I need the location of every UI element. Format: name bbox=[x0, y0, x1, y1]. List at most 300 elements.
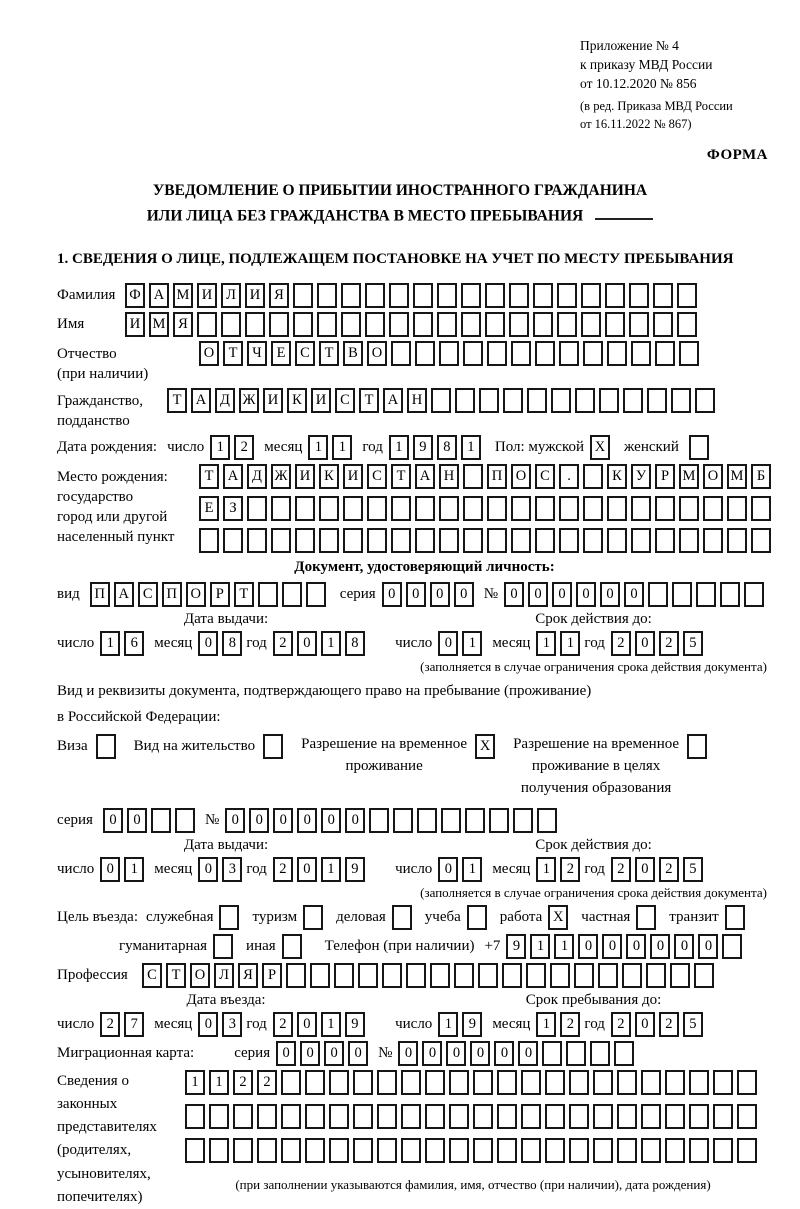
char-box[interactable]: Ч bbox=[247, 341, 267, 366]
char-box[interactable]: 2 bbox=[659, 1012, 679, 1037]
char-box[interactable]: X bbox=[475, 734, 495, 759]
char-box[interactable] bbox=[703, 528, 723, 553]
char-box[interactable] bbox=[487, 496, 507, 521]
char-box[interactable] bbox=[392, 905, 412, 930]
char-box[interactable]: 1 bbox=[321, 1012, 341, 1037]
char-box[interactable]: 2 bbox=[100, 1012, 120, 1037]
char-box[interactable]: О bbox=[511, 464, 531, 489]
char-box[interactable]: Я bbox=[269, 283, 289, 308]
char-box[interactable] bbox=[655, 528, 675, 553]
char-box[interactable] bbox=[413, 283, 433, 308]
char-box[interactable] bbox=[713, 1104, 733, 1129]
char-box[interactable] bbox=[305, 1138, 325, 1163]
char-box[interactable] bbox=[367, 496, 387, 521]
char-box[interactable]: 9 bbox=[345, 1012, 365, 1037]
char-box[interactable]: Ж bbox=[271, 464, 291, 489]
char-box[interactable] bbox=[497, 1138, 517, 1163]
char-box[interactable]: 2 bbox=[659, 857, 679, 882]
char-box[interactable] bbox=[197, 312, 217, 337]
char-box[interactable] bbox=[727, 496, 747, 521]
char-box[interactable] bbox=[271, 496, 291, 521]
char-box[interactable]: 0 bbox=[635, 1012, 655, 1037]
char-box[interactable] bbox=[713, 1070, 733, 1095]
char-box[interactable]: А bbox=[223, 464, 243, 489]
char-box[interactable] bbox=[557, 312, 577, 337]
char-box[interactable] bbox=[559, 341, 579, 366]
char-box[interactable] bbox=[593, 1104, 613, 1129]
char-box[interactable]: 1 bbox=[100, 631, 120, 656]
char-box[interactable] bbox=[631, 341, 651, 366]
char-box[interactable] bbox=[487, 341, 507, 366]
char-box[interactable] bbox=[631, 496, 651, 521]
char-box[interactable]: С bbox=[138, 582, 158, 607]
char-box[interactable]: 2 bbox=[273, 1012, 293, 1037]
char-box[interactable]: И bbox=[295, 464, 315, 489]
char-box[interactable] bbox=[413, 312, 433, 337]
char-box[interactable] bbox=[545, 1104, 565, 1129]
char-box[interactable] bbox=[485, 312, 505, 337]
char-box[interactable]: 0 bbox=[430, 582, 450, 607]
char-box[interactable] bbox=[463, 528, 483, 553]
char-box[interactable] bbox=[599, 388, 619, 413]
char-box[interactable] bbox=[221, 312, 241, 337]
char-box[interactable]: О bbox=[703, 464, 723, 489]
char-box[interactable] bbox=[293, 312, 313, 337]
char-box[interactable] bbox=[559, 496, 579, 521]
char-box[interactable] bbox=[343, 528, 363, 553]
char-box[interactable]: Н bbox=[439, 464, 459, 489]
char-box[interactable]: 0 bbox=[438, 857, 458, 882]
char-box[interactable] bbox=[672, 582, 692, 607]
char-box[interactable] bbox=[590, 1041, 610, 1066]
char-box[interactable] bbox=[545, 1138, 565, 1163]
char-box[interactable] bbox=[245, 312, 265, 337]
char-box[interactable]: 8 bbox=[345, 631, 365, 656]
char-box[interactable]: 6 bbox=[124, 631, 144, 656]
char-box[interactable]: 0 bbox=[650, 934, 670, 959]
char-box[interactable]: 2 bbox=[611, 1012, 631, 1037]
char-box[interactable]: 1 bbox=[185, 1070, 205, 1095]
char-box[interactable]: Н bbox=[407, 388, 427, 413]
char-box[interactable] bbox=[463, 464, 483, 489]
char-box[interactable]: Я bbox=[238, 963, 258, 988]
char-box[interactable]: 1 bbox=[389, 435, 409, 460]
char-box[interactable] bbox=[614, 1041, 634, 1066]
char-box[interactable]: О bbox=[190, 963, 210, 988]
char-box[interactable] bbox=[583, 496, 603, 521]
char-box[interactable] bbox=[377, 1104, 397, 1129]
char-box[interactable] bbox=[463, 341, 483, 366]
char-box[interactable]: А bbox=[383, 388, 403, 413]
char-box[interactable] bbox=[473, 1138, 493, 1163]
char-box[interactable]: М bbox=[173, 283, 193, 308]
char-box[interactable] bbox=[247, 528, 267, 553]
char-box[interactable] bbox=[641, 1104, 661, 1129]
char-box[interactable]: 0 bbox=[528, 582, 548, 607]
char-box[interactable] bbox=[263, 734, 283, 759]
char-box[interactable]: 0 bbox=[348, 1041, 368, 1066]
char-box[interactable] bbox=[566, 1041, 586, 1066]
char-box[interactable] bbox=[535, 341, 555, 366]
char-box[interactable]: 0 bbox=[422, 1041, 442, 1066]
char-box[interactable] bbox=[463, 496, 483, 521]
char-box[interactable] bbox=[665, 1070, 685, 1095]
char-box[interactable] bbox=[655, 341, 675, 366]
char-box[interactable] bbox=[454, 963, 474, 988]
char-box[interactable]: 0 bbox=[600, 582, 620, 607]
char-box[interactable]: 2 bbox=[233, 1070, 253, 1095]
char-box[interactable]: Я bbox=[173, 312, 193, 337]
char-box[interactable] bbox=[281, 1070, 301, 1095]
char-box[interactable] bbox=[455, 388, 475, 413]
char-box[interactable]: 1 bbox=[321, 631, 341, 656]
char-box[interactable]: Т bbox=[234, 582, 254, 607]
char-box[interactable]: 1 bbox=[536, 1012, 556, 1037]
char-box[interactable]: С bbox=[142, 963, 162, 988]
char-box[interactable] bbox=[233, 1104, 253, 1129]
char-box[interactable]: З bbox=[223, 496, 243, 521]
char-box[interactable]: 2 bbox=[257, 1070, 277, 1095]
char-box[interactable] bbox=[219, 905, 239, 930]
char-box[interactable] bbox=[535, 496, 555, 521]
char-box[interactable]: 0 bbox=[454, 582, 474, 607]
char-box[interactable] bbox=[369, 808, 389, 833]
char-box[interactable]: 0 bbox=[345, 808, 365, 833]
char-box[interactable] bbox=[629, 283, 649, 308]
char-box[interactable] bbox=[391, 496, 411, 521]
char-box[interactable] bbox=[542, 1041, 562, 1066]
char-box[interactable] bbox=[295, 496, 315, 521]
char-box[interactable]: В bbox=[343, 341, 363, 366]
char-box[interactable]: 0 bbox=[273, 808, 293, 833]
char-box[interactable]: Т bbox=[223, 341, 243, 366]
char-box[interactable] bbox=[689, 1138, 709, 1163]
char-box[interactable]: 1 bbox=[536, 857, 556, 882]
char-box[interactable] bbox=[689, 1104, 709, 1129]
char-box[interactable] bbox=[353, 1104, 373, 1129]
char-box[interactable]: 1 bbox=[210, 435, 230, 460]
char-box[interactable]: 0 bbox=[674, 934, 694, 959]
char-box[interactable] bbox=[389, 312, 409, 337]
char-box[interactable] bbox=[631, 528, 651, 553]
char-box[interactable] bbox=[511, 341, 531, 366]
char-box[interactable] bbox=[670, 963, 690, 988]
char-box[interactable] bbox=[425, 1138, 445, 1163]
char-box[interactable] bbox=[401, 1138, 421, 1163]
char-box[interactable] bbox=[605, 283, 625, 308]
char-box[interactable] bbox=[695, 388, 715, 413]
char-box[interactable] bbox=[461, 283, 481, 308]
char-box[interactable] bbox=[583, 528, 603, 553]
char-box[interactable] bbox=[449, 1138, 469, 1163]
char-box[interactable] bbox=[317, 312, 337, 337]
char-box[interactable] bbox=[679, 496, 699, 521]
char-box[interactable]: Е bbox=[199, 496, 219, 521]
char-box[interactable]: К bbox=[287, 388, 307, 413]
char-box[interactable] bbox=[641, 1070, 661, 1095]
char-box[interactable] bbox=[377, 1070, 397, 1095]
char-box[interactable] bbox=[607, 341, 627, 366]
char-box[interactable]: А bbox=[415, 464, 435, 489]
char-box[interactable] bbox=[533, 312, 553, 337]
char-box[interactable]: Р bbox=[655, 464, 675, 489]
char-box[interactable]: 9 bbox=[506, 934, 526, 959]
char-box[interactable] bbox=[687, 734, 707, 759]
char-box[interactable]: 1 bbox=[536, 631, 556, 656]
char-box[interactable]: К bbox=[607, 464, 627, 489]
char-box[interactable] bbox=[646, 963, 666, 988]
char-box[interactable] bbox=[341, 283, 361, 308]
char-box[interactable] bbox=[559, 528, 579, 553]
char-box[interactable] bbox=[358, 963, 378, 988]
char-box[interactable] bbox=[199, 528, 219, 553]
char-box[interactable] bbox=[367, 528, 387, 553]
char-box[interactable] bbox=[665, 1138, 685, 1163]
char-box[interactable] bbox=[437, 283, 457, 308]
char-box[interactable] bbox=[257, 1138, 277, 1163]
char-box[interactable]: 0 bbox=[578, 934, 598, 959]
char-box[interactable]: 3 bbox=[222, 1012, 242, 1037]
char-box[interactable] bbox=[96, 734, 116, 759]
char-box[interactable]: 5 bbox=[683, 857, 703, 882]
char-box[interactable] bbox=[393, 808, 413, 833]
char-box[interactable]: 2 bbox=[273, 857, 293, 882]
char-box[interactable] bbox=[353, 1138, 373, 1163]
char-box[interactable]: Ф bbox=[125, 283, 145, 308]
char-box[interactable] bbox=[569, 1070, 589, 1095]
char-box[interactable] bbox=[233, 1138, 253, 1163]
char-box[interactable] bbox=[406, 963, 426, 988]
char-box[interactable]: У bbox=[631, 464, 651, 489]
char-box[interactable]: 2 bbox=[659, 631, 679, 656]
char-box[interactable]: 8 bbox=[222, 631, 242, 656]
char-box[interactable]: 0 bbox=[635, 857, 655, 882]
char-box[interactable] bbox=[696, 582, 716, 607]
char-box[interactable] bbox=[509, 283, 529, 308]
char-box[interactable]: 0 bbox=[297, 1012, 317, 1037]
char-box[interactable] bbox=[636, 905, 656, 930]
char-box[interactable] bbox=[329, 1138, 349, 1163]
char-box[interactable]: 0 bbox=[382, 582, 402, 607]
char-box[interactable]: Л bbox=[221, 283, 241, 308]
char-box[interactable] bbox=[623, 388, 643, 413]
char-box[interactable] bbox=[511, 496, 531, 521]
char-box[interactable]: С bbox=[295, 341, 315, 366]
char-box[interactable]: 9 bbox=[413, 435, 433, 460]
char-box[interactable] bbox=[583, 341, 603, 366]
char-box[interactable] bbox=[271, 528, 291, 553]
char-box[interactable] bbox=[521, 1138, 541, 1163]
char-box[interactable] bbox=[653, 283, 673, 308]
char-box[interactable] bbox=[439, 341, 459, 366]
char-box[interactable] bbox=[329, 1104, 349, 1129]
char-box[interactable] bbox=[533, 283, 553, 308]
char-box[interactable]: Ж bbox=[239, 388, 259, 413]
char-box[interactable]: П bbox=[90, 582, 110, 607]
char-box[interactable] bbox=[247, 496, 267, 521]
char-box[interactable] bbox=[575, 388, 595, 413]
char-box[interactable]: 0 bbox=[602, 934, 622, 959]
char-box[interactable]: 0 bbox=[276, 1041, 296, 1066]
char-box[interactable] bbox=[282, 582, 302, 607]
char-box[interactable]: Р bbox=[210, 582, 230, 607]
char-box[interactable] bbox=[605, 312, 625, 337]
char-box[interactable]: 0 bbox=[198, 857, 218, 882]
char-box[interactable]: 0 bbox=[576, 582, 596, 607]
char-box[interactable] bbox=[503, 388, 523, 413]
char-box[interactable]: 0 bbox=[127, 808, 147, 833]
char-box[interactable] bbox=[329, 1070, 349, 1095]
char-box[interactable]: Т bbox=[391, 464, 411, 489]
char-box[interactable]: 0 bbox=[100, 857, 120, 882]
char-box[interactable] bbox=[557, 283, 577, 308]
char-box[interactable] bbox=[751, 528, 771, 553]
char-box[interactable] bbox=[527, 388, 547, 413]
char-box[interactable]: 1 bbox=[124, 857, 144, 882]
char-box[interactable] bbox=[694, 963, 714, 988]
char-box[interactable]: Р bbox=[262, 963, 282, 988]
char-box[interactable]: 0 bbox=[225, 808, 245, 833]
char-box[interactable]: И bbox=[263, 388, 283, 413]
char-box[interactable] bbox=[353, 1070, 373, 1095]
char-box[interactable] bbox=[751, 496, 771, 521]
char-box[interactable] bbox=[365, 283, 385, 308]
char-box[interactable] bbox=[489, 808, 509, 833]
char-box[interactable]: К bbox=[319, 464, 339, 489]
char-box[interactable] bbox=[209, 1138, 229, 1163]
char-box[interactable] bbox=[526, 963, 546, 988]
char-box[interactable]: А bbox=[191, 388, 211, 413]
char-box[interactable]: О bbox=[199, 341, 219, 366]
char-box[interactable] bbox=[509, 312, 529, 337]
char-box[interactable] bbox=[679, 341, 699, 366]
char-box[interactable]: Б bbox=[751, 464, 771, 489]
char-box[interactable]: . bbox=[559, 464, 579, 489]
char-box[interactable] bbox=[175, 808, 195, 833]
char-box[interactable] bbox=[593, 1070, 613, 1095]
char-box[interactable] bbox=[473, 1104, 493, 1129]
char-box[interactable] bbox=[569, 1138, 589, 1163]
char-box[interactable]: И bbox=[197, 283, 217, 308]
char-box[interactable] bbox=[209, 1104, 229, 1129]
char-box[interactable] bbox=[511, 528, 531, 553]
char-box[interactable]: X bbox=[548, 905, 568, 930]
char-box[interactable] bbox=[310, 963, 330, 988]
char-box[interactable]: 0 bbox=[698, 934, 718, 959]
char-box[interactable] bbox=[305, 1070, 325, 1095]
char-box[interactable]: 1 bbox=[438, 1012, 458, 1037]
char-box[interactable]: И bbox=[311, 388, 331, 413]
char-box[interactable]: Е bbox=[271, 341, 291, 366]
char-box[interactable] bbox=[465, 808, 485, 833]
char-box[interactable] bbox=[513, 808, 533, 833]
char-box[interactable] bbox=[473, 1070, 493, 1095]
char-box[interactable] bbox=[286, 963, 306, 988]
char-box[interactable]: 1 bbox=[530, 934, 550, 959]
char-box[interactable] bbox=[598, 963, 618, 988]
char-box[interactable] bbox=[535, 528, 555, 553]
char-box[interactable] bbox=[671, 388, 691, 413]
char-box[interactable]: 0 bbox=[446, 1041, 466, 1066]
char-box[interactable]: 0 bbox=[324, 1041, 344, 1066]
char-box[interactable] bbox=[665, 1104, 685, 1129]
char-box[interactable] bbox=[478, 963, 498, 988]
char-box[interactable] bbox=[431, 388, 451, 413]
char-box[interactable]: 0 bbox=[626, 934, 646, 959]
char-box[interactable] bbox=[319, 496, 339, 521]
char-box[interactable]: 0 bbox=[624, 582, 644, 607]
char-box[interactable]: 1 bbox=[461, 435, 481, 460]
char-box[interactable] bbox=[377, 1138, 397, 1163]
char-box[interactable] bbox=[653, 312, 673, 337]
char-box[interactable]: С bbox=[335, 388, 355, 413]
char-box[interactable]: Т bbox=[167, 388, 187, 413]
char-box[interactable]: 1 bbox=[321, 857, 341, 882]
char-box[interactable] bbox=[401, 1070, 421, 1095]
char-box[interactable]: Л bbox=[214, 963, 234, 988]
char-box[interactable] bbox=[306, 582, 326, 607]
char-box[interactable] bbox=[417, 808, 437, 833]
char-box[interactable] bbox=[281, 1104, 301, 1129]
char-box[interactable]: 2 bbox=[611, 631, 631, 656]
char-box[interactable] bbox=[713, 1138, 733, 1163]
char-box[interactable] bbox=[569, 1104, 589, 1129]
char-box[interactable] bbox=[343, 496, 363, 521]
char-box[interactable]: 0 bbox=[494, 1041, 514, 1066]
char-box[interactable] bbox=[317, 283, 337, 308]
char-box[interactable]: И bbox=[343, 464, 363, 489]
char-box[interactable]: 2 bbox=[273, 631, 293, 656]
char-box[interactable]: П bbox=[487, 464, 507, 489]
char-box[interactable] bbox=[334, 963, 354, 988]
char-box[interactable] bbox=[521, 1070, 541, 1095]
char-box[interactable]: 5 bbox=[683, 631, 703, 656]
char-box[interactable]: 1 bbox=[462, 857, 482, 882]
char-box[interactable] bbox=[545, 1070, 565, 1095]
char-box[interactable]: Д bbox=[215, 388, 235, 413]
char-box[interactable]: С bbox=[367, 464, 387, 489]
char-box[interactable] bbox=[415, 341, 435, 366]
char-box[interactable] bbox=[677, 283, 697, 308]
char-box[interactable]: 0 bbox=[635, 631, 655, 656]
char-box[interactable]: С bbox=[535, 464, 555, 489]
char-box[interactable] bbox=[439, 496, 459, 521]
char-box[interactable] bbox=[581, 312, 601, 337]
char-box[interactable] bbox=[151, 808, 171, 833]
char-box[interactable]: Т bbox=[199, 464, 219, 489]
char-box[interactable] bbox=[647, 388, 667, 413]
char-box[interactable]: 0 bbox=[297, 857, 317, 882]
char-box[interactable]: 0 bbox=[249, 808, 269, 833]
char-box[interactable] bbox=[679, 528, 699, 553]
char-box[interactable] bbox=[607, 496, 627, 521]
char-box[interactable]: М bbox=[727, 464, 747, 489]
char-box[interactable] bbox=[281, 1138, 301, 1163]
char-box[interactable] bbox=[677, 312, 697, 337]
char-box[interactable] bbox=[382, 963, 402, 988]
char-box[interactable] bbox=[439, 528, 459, 553]
char-box[interactable] bbox=[303, 905, 323, 930]
char-box[interactable]: 2 bbox=[560, 857, 580, 882]
char-box[interactable]: 1 bbox=[560, 631, 580, 656]
char-box[interactable] bbox=[479, 388, 499, 413]
char-box[interactable] bbox=[521, 1104, 541, 1129]
char-box[interactable] bbox=[341, 312, 361, 337]
char-box[interactable]: 9 bbox=[345, 857, 365, 882]
char-box[interactable] bbox=[574, 963, 594, 988]
char-box[interactable]: Т bbox=[359, 388, 379, 413]
char-box[interactable]: 2 bbox=[234, 435, 254, 460]
